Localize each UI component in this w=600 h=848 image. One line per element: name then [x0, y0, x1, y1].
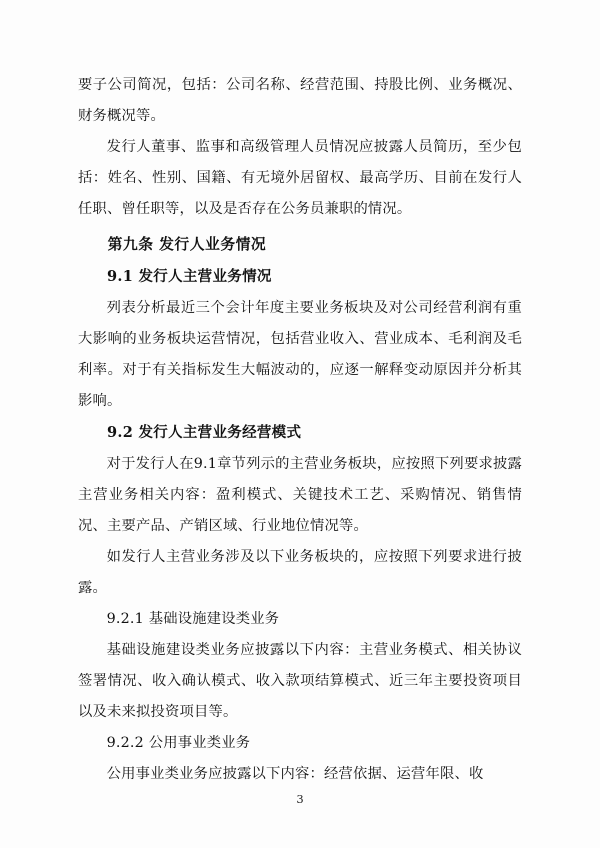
heading-section-9-2-2: 9.2.2 公用事业类业务 [106, 735, 251, 751]
paragraph-main-business-analysis: 列表分析最近三个会计年度主要业务板块及对公司经营利润有重大影响的业务板块运营情况，包括营业收入、营业成本、毛利润及毛利率。对于有关指标发生大幅波动的，应逐一解释变动原因并分析其影响。 [78, 300, 522, 409]
heading-section-9-2-1: 9.2.1 基础设施建设类业务 [106, 611, 280, 627]
paragraph-continuation: 要子公司简况，包括：公司名称、经营范围、持股比例、业务概况、财务概况等。 [78, 77, 522, 124]
heading-section-9-2: 9.2 发行人主营业务经营模式 [107, 424, 302, 441]
page-number: 3 [296, 792, 304, 806]
heading-article-nine: 第九条 发行人业务情况 [107, 236, 267, 253]
paragraph-infrastructure-disclosure: 基础设施建设类业务应披露以下内容：主营业务模式、相关协议签署情况、收入确认模式、收入款项结算模式、近三年主要投资项目以及未来拟投资项目等。 [78, 642, 522, 720]
paragraph-business-model-requirements: 对于发行人在9.1章节列示的主营业务板块，应按照下列要求披露主营业务相关内容：盈利模式、关键技术工艺、采购情况、销售情况、主要产品、产销区域、行业地位情况等。 [78, 456, 522, 534]
paragraph-additional-segments: 如发行人主营业务涉及以下业务板块的，应按照下列要求进行披露。 [78, 549, 522, 596]
paragraph-utilities-disclosure: 公用事业类业务应披露以下内容：经营依据、运营年限、收 [106, 766, 484, 782]
paragraph-directors-disclosure: 发行人董事、监事和高级管理人员情况应披露人员简历，至少包括：姓名、性别、国籍、有无境外居留权、最高学历、目前在发行人任职、曾任职等，以及是否存在公务员兼职的情况。 [78, 139, 522, 217]
heading-section-9-1: 9.1 发行人主营业务情况 [107, 268, 272, 285]
document-body [78, 70, 522, 790]
